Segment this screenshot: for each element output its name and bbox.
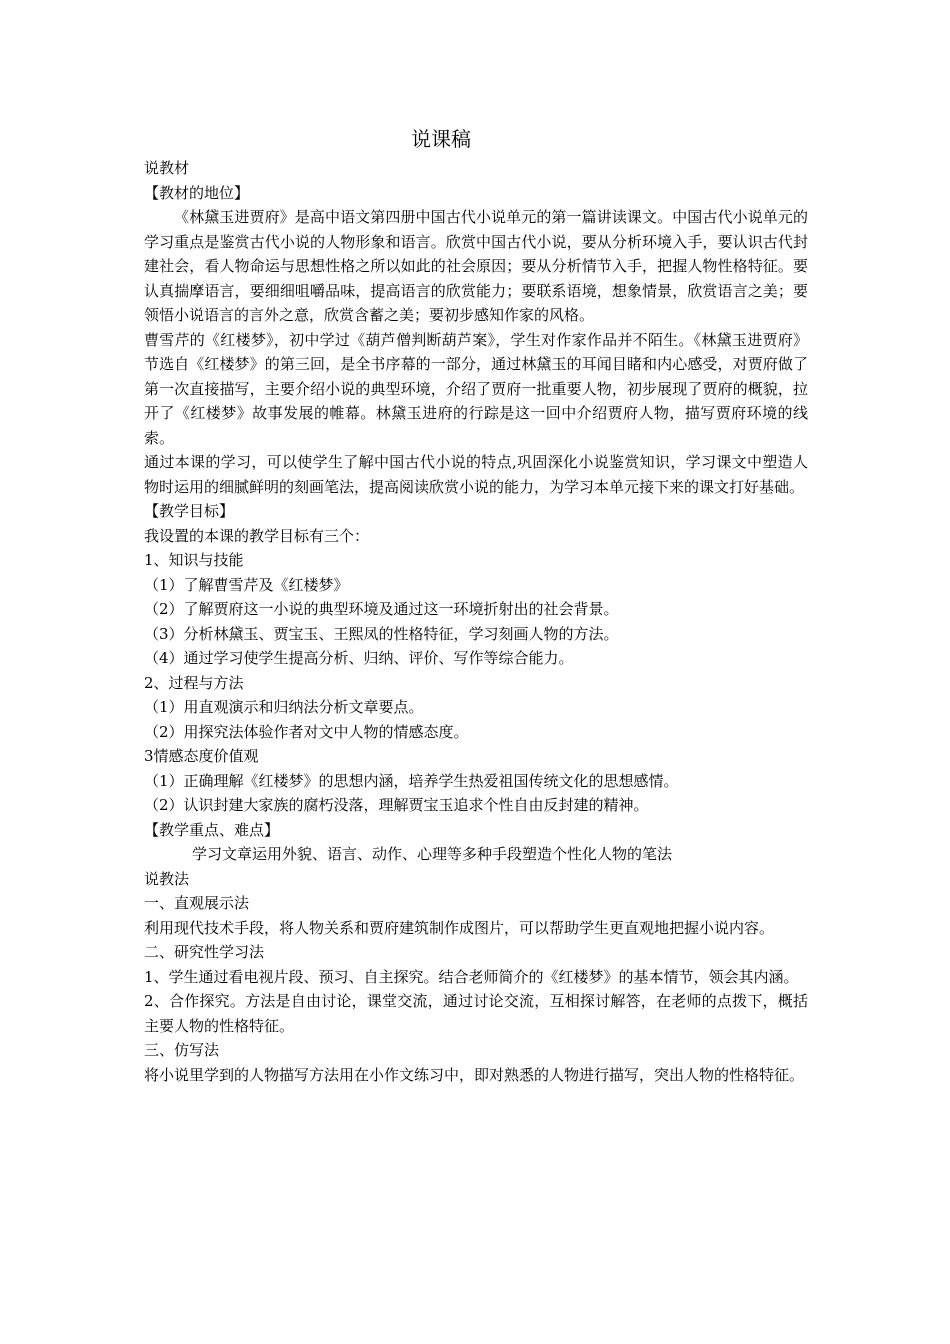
- goal-3-item-2: （2）认识封建大家族的腐朽没落，理解贾宝玉追求个性自由反封建的精神。: [144, 796, 649, 814]
- method-2-heading: 二、研究性学习法: [144, 943, 265, 961]
- paragraph-diwei-3: 通过本课的学习，可以使学生了解中国古代小说的特点,巩固深化小说鉴赏知识，学习课文中塑造人物时运用的细腻鲜明的刻画笔法，提高阅读欣赏小说的能力，为学习本单元接下来的课文打好基础。: [144, 453, 808, 496]
- goal-3-item-1: （1）正确理解《红楼梦》的思想内涵，培养学生热爱祖国传统文化的思想感情。: [144, 771, 679, 790]
- method-3-heading: 三、仿写法: [144, 1041, 220, 1059]
- page-title: 说课稿: [411, 127, 471, 151]
- goal-1-item-2: （2）了解贾府这一小说的典型环境及通过这一环境折射出的社会背景。: [144, 600, 619, 618]
- heading-shuo-jiaocai: 说教材: [144, 159, 190, 177]
- goal-3-heading: 3情感态度价值观: [144, 747, 259, 765]
- goal-1-heading: 1、知识与技能: [144, 551, 244, 569]
- goal-1-item-1: （1）了解曹雪芹及《红楼梦》: [144, 575, 349, 594]
- method-1-text: 利用现代技术手段，将人物关系和贾府建筑制作成图片，可以帮助学生更直观地把握小说内容。: [144, 918, 775, 937]
- zhongdian-text: 学习文章运用外貌、语言、动作、心理等多种手段塑造个性化人物的笔法: [192, 845, 673, 863]
- method-3-text: 将小说里学到的人物描写方法用在小作文练习中，即对熟悉的人物进行描写，突出人物的性格特征。: [144, 1065, 805, 1084]
- mubiao-intro: 我设置的本课的教学目标有三个：: [144, 526, 370, 545]
- method-2-item-2: 2、合作探究。方法是自由讨论，课堂交流，通过讨论交流，互相探讨解答，在老师的点拨下，概括主要人物的性格特征。: [144, 992, 808, 1035]
- method-2-item-1: 1、学生通过看电视片段、预习、自主探究。结合老师简介的《红楼梦》的基本情节，领会其内涵。: [144, 967, 799, 986]
- paragraph-diwei-1: 《林黛玉进贾府》是高中语文第四册中国古代小说单元的第一篇讲读课文。中国古代小说单元的学习重点是鉴赏古代小说的人物形象和语言。欣赏中国古代小说，要从分析环境入手，要认识古代封建社会，看人物命运与思想性格之所以如此的社会原因；要从分析情节入手，把握人物性格特征。要认真揣摩语言，要细细咀嚼品味，提高语言的欣赏能力；要联系语境，想象情景，欣赏语言之美；要领悟小说语言的言外之意，欣赏含蓄之美；要初步感知作家的风格。: [144, 208, 808, 324]
- goal-2-item-1: （1）用直观演示和归纳法分析文章要点。: [144, 698, 424, 716]
- heading-jiaocai-diwei: 【教材的地位】: [144, 183, 250, 202]
- goal-1-item-3: （3）分析林黛玉、贾宝玉、王熙凤的性格特征，学习刻画人物的方法。: [144, 624, 619, 643]
- heading-jiaoxue-mubiao: 【教学目标】: [144, 502, 235, 520]
- paragraph-diwei-2: 曹雪芹的《红楼梦》，初中学过《葫芦僧判断葫芦案》，学生对作家作品并不陌生。《林黛玉进贾府》节选自《红楼梦》的第三回，是全书序幕的一部分，通过林黛玉的耳闻目睹和内心感受，对贾府做了第一次直接描写，主要介绍小说的典型环境，介绍了贾府一批重要人物，初步展现了贾府的概貌，拉开了《红楼梦》故事发展的帷幕。林黛玉进府的行踪是这一回中介绍贾府人物，描写贾府环境的线索。: [144, 330, 808, 447]
- goal-1-item-4: （4）通过学习使学生提高分析、归纳、评价、写作等综合能力。: [144, 649, 574, 667]
- heading-zhongdian-nandian: 【教学重点、难点】: [144, 820, 280, 839]
- goal-2-item-2: （2）用探究法体验作者对文中人物的情感态度。: [144, 722, 469, 741]
- goal-2-heading: 2、过程与方法: [144, 673, 244, 692]
- document-body: [144, 124, 808, 1087]
- method-1-heading: 一、直观展示法: [144, 894, 250, 912]
- heading-shuo-jiaofa: 说教法: [144, 869, 190, 888]
